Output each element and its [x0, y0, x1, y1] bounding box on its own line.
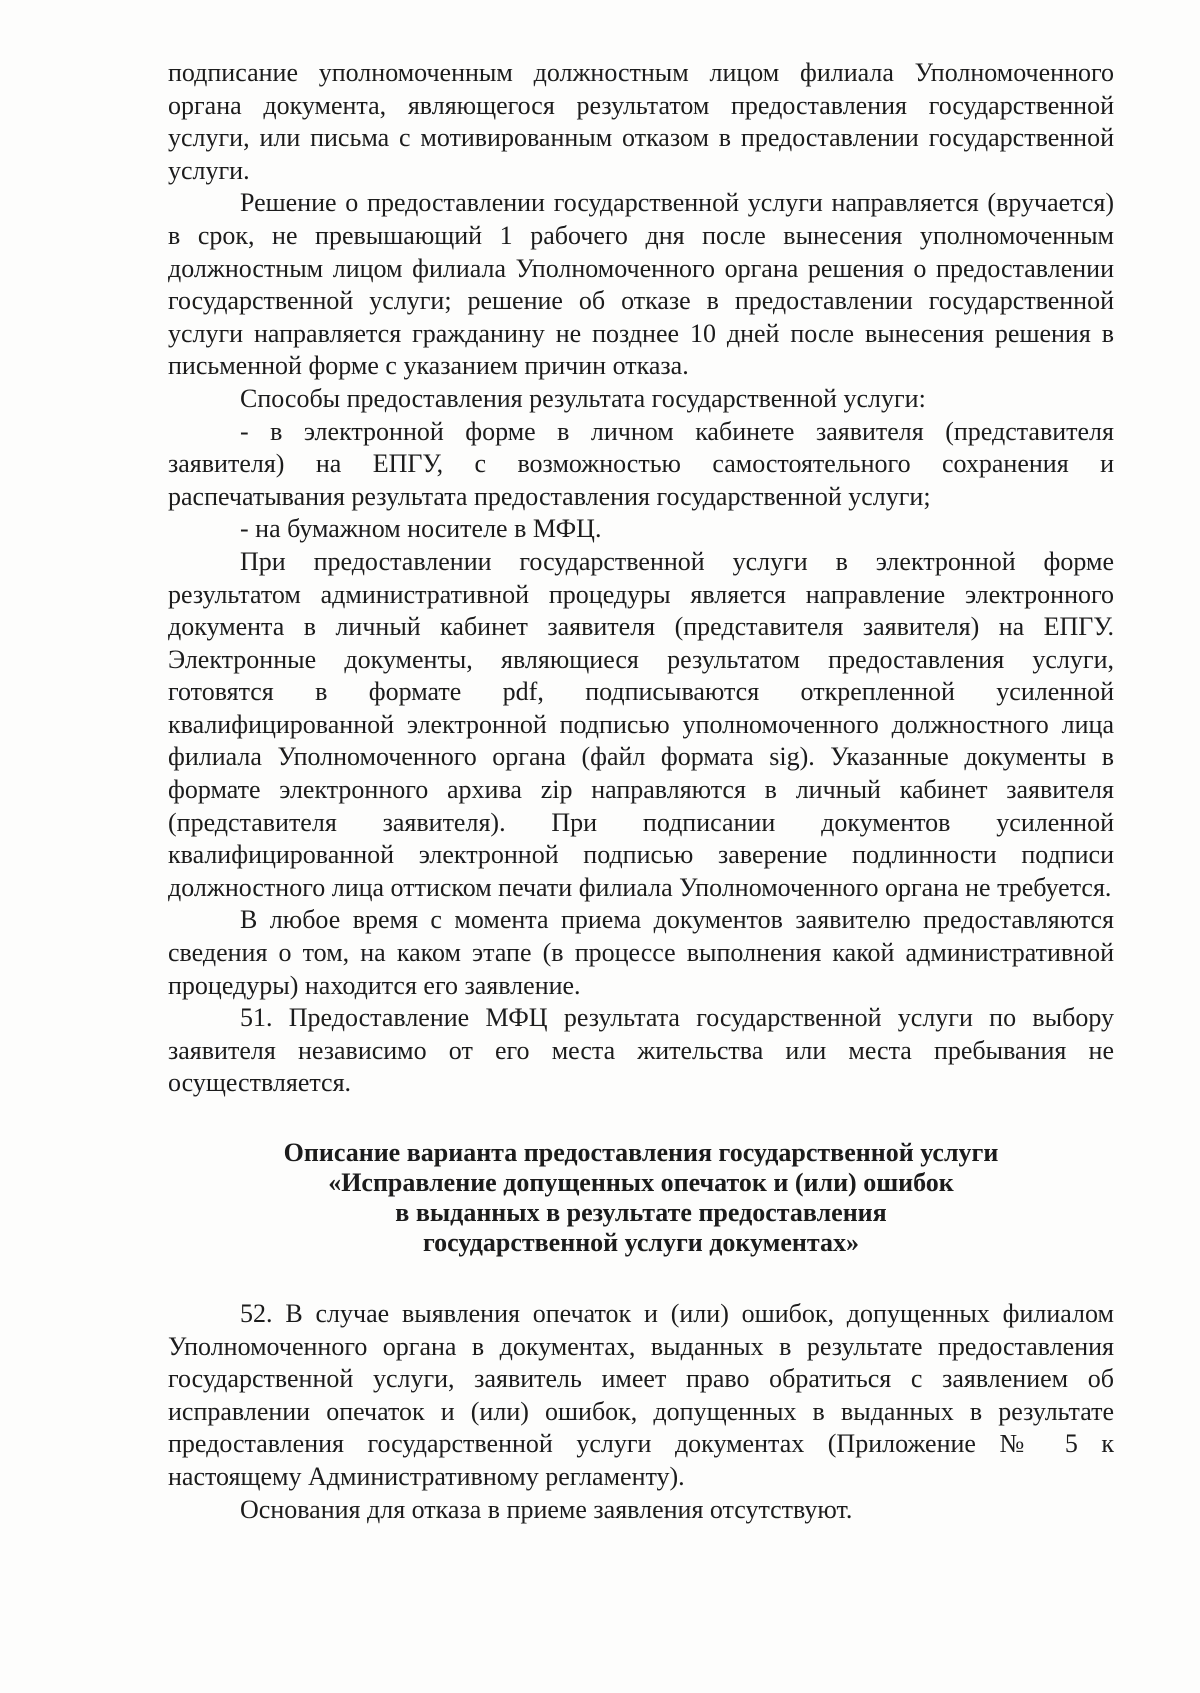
heading-line: Описание варианта предоставления государственной услуги [283, 1138, 999, 1167]
paragraphs-top [168, 57, 1114, 1100]
paragraph-status-info: В любое время с момента приема документов заявителю предоставляются сведения о том, на каком этапе (в процессе выполнения какой административной процедуры) находится его заявление. [168, 905, 1114, 1000]
paragraph-electronic-form: - в электронной форме в личном кабинете заявителя (представителя заявителя) на ЕПГУ, с возможностью самостоятельного сохранения и распечатывания результата предоставления государственной услуги; [168, 416, 1114, 511]
heading-line: в выданных в результате предоставления [395, 1198, 887, 1227]
paragraph-decision-delivery: Решение о предоставлении государственной услуги направляется (вручается) в срок, не превышающий 1 рабочего дня после вынесения уполномоченным должностным лицом филиала Уполномоченного органа решения о предоставлении государственной услуги; решение об отказе в предоставлении государственной услуги направляется гражданину не позднее 10 дней после вынесения решения в письменной форме с указанием причин отказа. [168, 188, 1114, 381]
paragraphs-bottom [168, 1298, 1114, 1526]
document-content [168, 57, 1114, 1526]
paragraph-52: 52. В случае выявления опечаток и (или) ошибок, допущенных филиалом Уполномоченного органа в документах, выданных в результате предоставления государственной услуги, заявитель имеет право обратиться с заявлением об исправлении опечаток и (или) ошибок, допущенных в выданных в результате предоставления государственной услуги документах (Приложение № 5 к настоящему Административному регламенту). [168, 1299, 1114, 1491]
heading-line: государственной услуги документах» [422, 1228, 860, 1257]
paragraph-continuation: подписание уполномоченным должностным лицом филиала Уполномоченного органа документа, являющегося результатом предоставления государственной услуги, или письма с мотивированным отказом в предоставлении государственной услуги. [168, 58, 1114, 185]
paragraph-51: 51. Предоставление МФЦ результата государственной услуги по выбору заявителя независимо от его места жительства или места пребывания не осуществляется. [168, 1003, 1114, 1098]
heading-line: «Исправление допущенных опечаток и (или) ошибок [328, 1168, 954, 1197]
paragraph-paper-form: - на бумажном носителе в МФЦ. [240, 514, 602, 544]
section-heading [168, 1138, 1114, 1258]
paragraph-no-refusal-grounds: Основания для отказа в приеме заявления отсутствуют. [240, 1494, 853, 1524]
paragraph-electronic-result: При предоставлении государственной услуги в электронной форме результатом административной процедуры является направление электронного документа в личный кабинет заявителя (представителя заявителя) на ЕПГУ. Электронные документы, являющиеся результатом предоставления услуги, готовятся в формате pdf, подписываются открепленной усиленной квалифицированной электронной подписью уполномоченного должностного лица филиала Уполномоченного органа (файл формата sig). Указанные документы в формате электронного архива zip направляются в личный кабинет заявителя (представителя заявителя). При подписании документов усиленной квалифицированной электронной подписью заверение подлинности подписи должностного лица оттиском печати филиала Уполномоченного органа не требуется. [168, 546, 1114, 902]
paragraph-result-methods: Способы предоставления результата государственной услуги: [240, 383, 926, 413]
